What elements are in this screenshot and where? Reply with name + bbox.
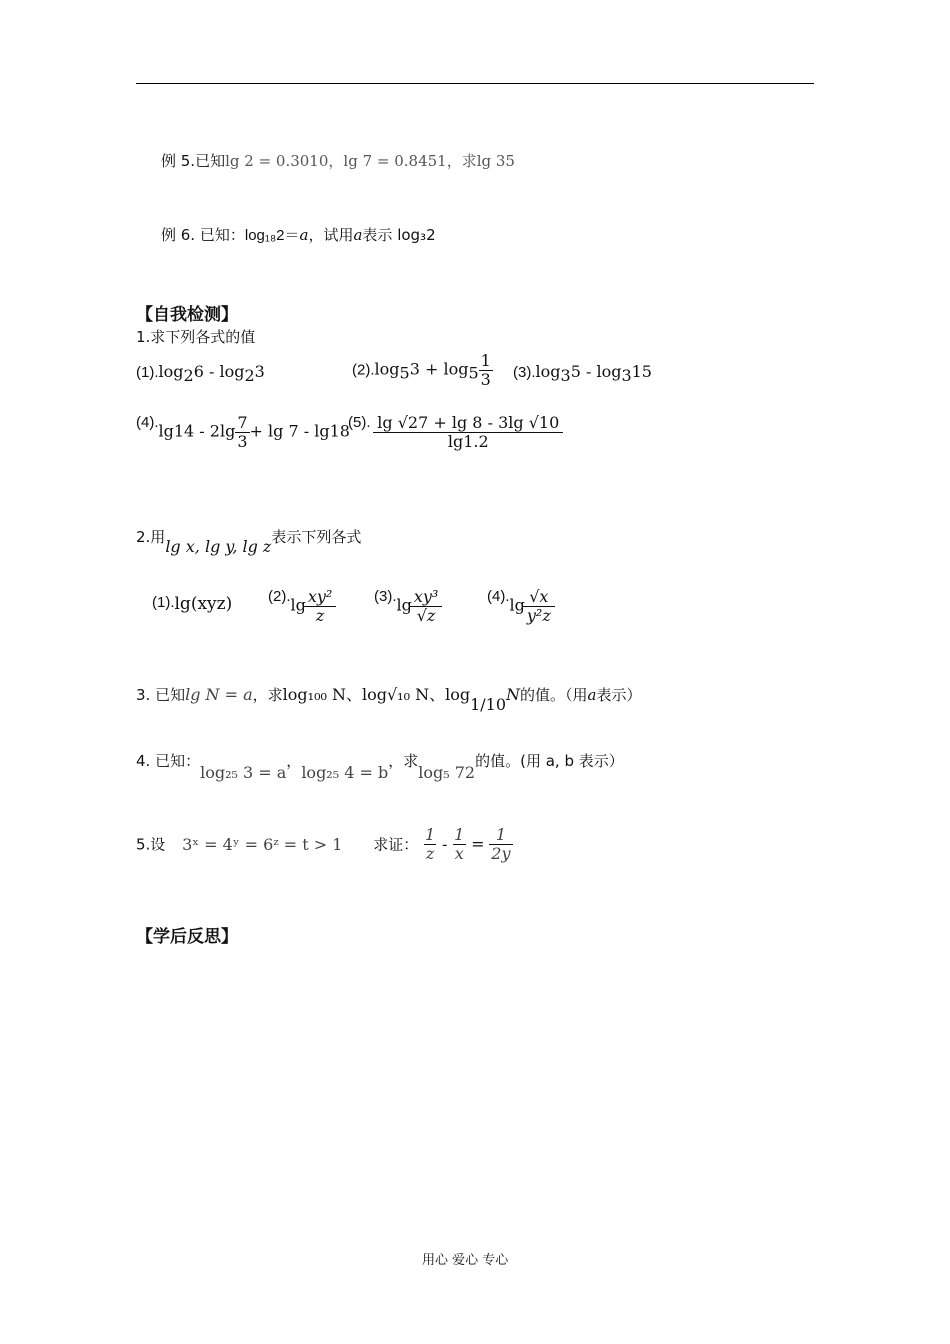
q5-prefix: 5.设 [136,835,166,854]
q1-item-3-base2: 3 [621,366,632,385]
fraction-denominator: z [425,843,435,863]
q3-var-a: a [587,686,597,704]
q1-item-label: (5). [348,414,371,431]
q2-item-3 [374,588,440,624]
q2-item-label: (2). [268,588,291,605]
q2-item-label: (1). [152,594,175,611]
example-6 [161,224,436,245]
q3-given: lg N = a [185,685,253,704]
q1-item-3-mid: 5 - log [570,362,622,381]
fraction-numerator: 1 [454,825,465,844]
q1-item-3-log: log [535,362,561,381]
example-6-suffix: 表示 log₃2 [362,226,436,244]
fraction-denominator: y²z [523,606,555,625]
q3 [136,682,642,714]
example-6-var-a: a [299,226,309,244]
page-footer: 用心 爱心 专心 [422,1253,509,1268]
q1-item-1-base2: 2 [244,366,255,385]
q2-title [136,526,362,556]
q1-item-1-mid: 6 - log [193,362,245,381]
q1-item-3-end: 15 [631,362,652,381]
q1-item-2-mid: 3 + log [409,359,469,379]
q1-item-2-base2: 5 [468,363,479,383]
example-5-given-lg2: lg 2 = 0.3010， [225,152,344,170]
q1-item-1-log: log [158,362,184,381]
fraction-numerator: 1 [495,825,506,844]
q1-item-1-base: 2 [183,366,194,385]
fraction-denominator: lg1.2 [373,432,563,451]
q2-item-2-fraction [306,588,334,624]
example-5-target: lg 35 [476,152,515,170]
q3-sub-frac: 1/10 [470,695,507,714]
fraction-denominator: 2y [491,843,511,863]
q4-given-2: log₂₅ 4 = b [301,763,389,782]
q2-item-1 [152,594,232,614]
q2-item-3-fraction [412,588,440,624]
q2-item-label: (4). [487,588,510,605]
q5-equals: = [471,834,485,854]
q1-item-5 [348,414,561,450]
fraction-numerator: 1 [424,825,436,844]
q2-suffix: 表示下列各式 [271,528,362,546]
example-5 [161,150,515,171]
q2-item-1-expr: lg(xyz) [174,594,233,614]
q5-given: 3ˣ = 4ʸ = 6ᶻ = t > 1 [182,834,343,854]
self-check-heading: 【自我检测】 [136,305,238,325]
q4-comma: ， [286,752,302,770]
example-6-mid: ，试用 [308,226,354,244]
q5-fraction-2 [452,826,466,862]
fraction-numerator: √x [529,587,549,606]
q2-prefix: 2.用 [136,528,166,546]
fraction-numerator: lg √27 + lg 8 - 3lg √10 [377,413,560,432]
fraction-numerator: xy² [307,587,333,606]
q3-expr-end: N [506,685,521,704]
q2-item-2-lg: lg [290,595,306,615]
q2-item-2 [268,588,334,624]
q1-title: 1.求下列各式的值 [136,328,256,346]
fraction-denominator: z [304,606,336,625]
q4-prefix: 4. 已知： [136,752,201,770]
q4-expr: log₅ 72 [418,763,476,782]
q3-expr: log₁₀₀ N、log√₁₀ N、log [282,685,471,704]
q5-fraction-1 [423,826,437,862]
q1-item-1-end: 3 [254,362,265,381]
q5 [136,826,513,862]
q4-mid: ，求 [388,752,419,770]
q2-vars: lg x, lg y, lg z [165,537,272,556]
fraction-denominator: √z [410,606,442,625]
q1-item-label: (1). [136,364,159,381]
q1-item-2-log: log [374,359,400,379]
q1-item-2-base: 5 [399,363,410,383]
q3-prefix: 3. 已知 [136,686,186,704]
q1-item-2 [352,352,493,388]
q1-item-label: (2). [352,361,375,379]
q1-item-4-end: + lg 7 - lg18 [249,421,350,441]
q1-item-label: (4). [136,414,159,431]
fraction-denominator: 3 [480,369,491,389]
reflection-heading: 【学后反思】 [136,927,238,947]
q1-item-4-fraction [235,414,249,450]
q5-mid: 求证： [373,835,419,854]
q1-item-4 [136,414,350,450]
example-6-var-a2: a [353,226,363,244]
fraction-numerator: 1 [480,351,491,370]
q4-given-1: log₂₅ 3 = a [200,763,287,782]
q3-suffix2: 表示） [596,686,642,704]
q3-mid: ，求 [252,686,283,704]
q1-item-3 [513,362,652,385]
fraction-denominator: 3 [237,431,248,451]
example-6-given: log₁₈2＝ [244,227,300,244]
q5-fraction-3 [489,826,512,862]
q4-suffix: 的值。(用 a, b 表示） [475,752,624,770]
header-rule [136,83,814,84]
q1-item-4-start: lg14 - 2lg [158,421,236,441]
fraction-numerator: xy³ [413,587,439,606]
q3-suffix: 的值。（用 [520,686,588,704]
example-5-given-lg7: lg 7 = 0.8451，求 [343,152,477,170]
q1-item-label: (3). [513,364,536,381]
example-5-prefix: 例 5.已知 [161,152,226,170]
q1-item-1 [136,362,265,385]
q2-item-4 [487,588,553,624]
example-6-prefix: 例 6. 已知： [161,226,245,244]
fraction-denominator: x [454,843,464,863]
q2-item-label: (3). [374,588,397,605]
q2-item-4-lg: lg [509,595,525,615]
fraction-numerator: 7 [237,413,248,432]
q2-item-3-lg: lg [396,595,412,615]
q1-item-2-fraction [479,352,493,388]
q2-item-4-fraction [525,588,553,624]
q4 [136,750,624,782]
q1-item-5-fraction [375,414,561,450]
q5-minus: - [441,834,448,854]
q1-item-3-base: 3 [560,366,571,385]
